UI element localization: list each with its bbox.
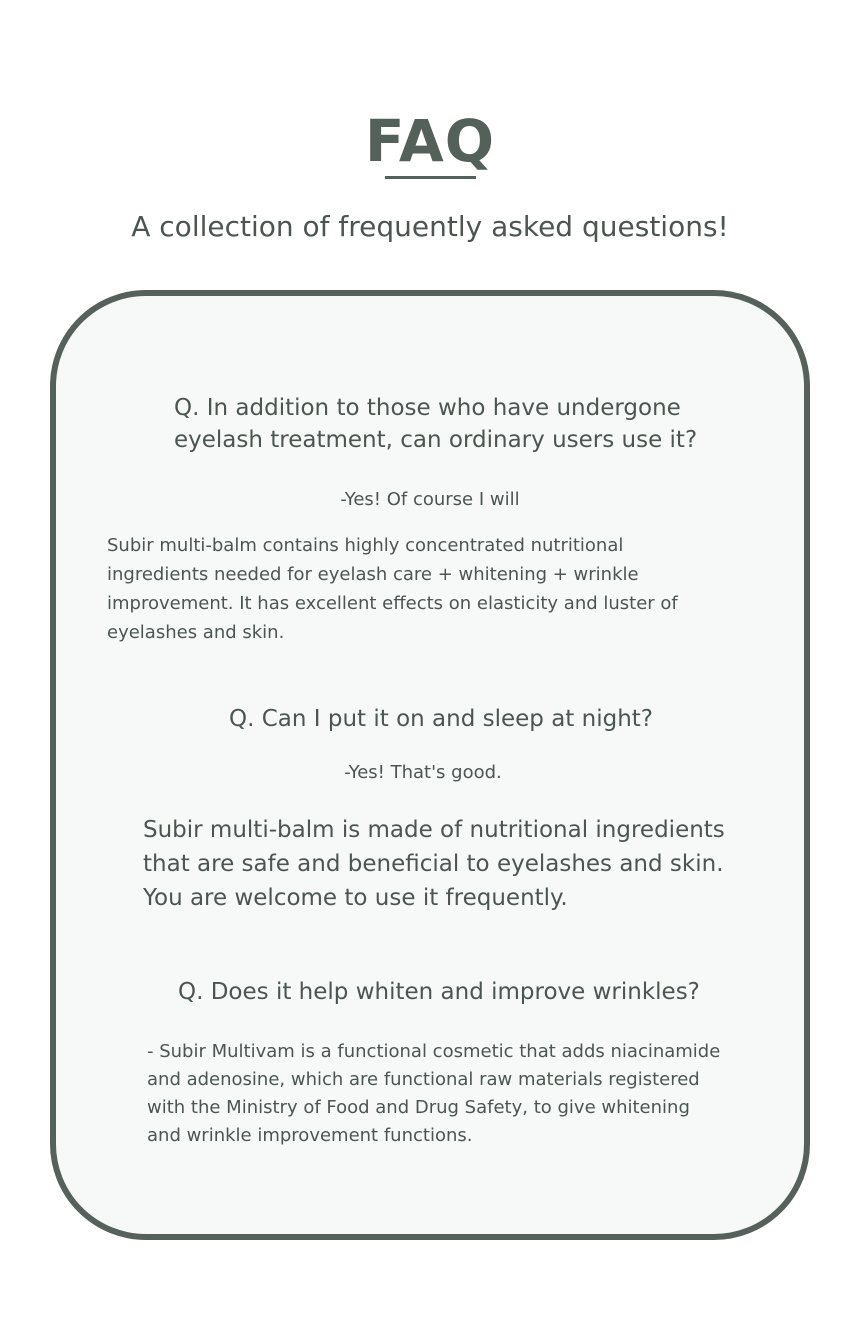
faq-short-answer-2: -Yes! That's good. — [344, 762, 502, 783]
answer-line: and wrinkle improvement functions. — [147, 1125, 473, 1146]
question-line: Q. In addition to those who have undergone — [174, 395, 681, 421]
faq-question-3 — [178, 976, 700, 1008]
question-line: eyelash treatment, can ordinary users use it? — [174, 427, 698, 453]
answer-line: Subir multi-balm is made of nutritional ingredients — [143, 817, 725, 843]
answer-line: that are safe and beneficial to eyelashes and skin. — [143, 851, 724, 877]
question-line: Q. Does it help whiten and improve wrinkles? — [178, 979, 700, 1005]
answer-line: and adenosine, which are functional raw materials registered — [147, 1069, 700, 1090]
question-line: Q. Can I put it on and sleep at night? — [229, 706, 654, 732]
faq-title: FAQ — [364, 107, 496, 175]
faq-answer-2 — [143, 813, 725, 915]
title-underline — [385, 176, 476, 179]
faq-question-1 — [174, 392, 697, 456]
answer-line: improvement. It has excellent effects on elasticity and luster of — [107, 593, 678, 614]
faq-answer-3 — [147, 1038, 720, 1150]
answer-line: with the Ministry of Food and Drug Safety, to give whitening — [147, 1097, 690, 1118]
faq-short-answer-1: -Yes! Of course I will — [340, 489, 520, 510]
faq-question-2 — [229, 703, 653, 735]
page-subtitle: A collection of frequently asked questions! — [131, 210, 729, 243]
answer-line: eyelashes and skin. — [107, 622, 285, 643]
answer-line: Subir multi-balm contains highly concentrated nutritional — [107, 535, 624, 556]
answer-line: You are welcome to use it frequently. — [143, 885, 568, 911]
answer-line: - Subir Multivam is a functional cosmetic that adds niacinamide — [147, 1041, 721, 1062]
answer-line: ingredients needed for eyelash care + whitening + wrinkle — [107, 564, 639, 585]
faq-answer-1 — [107, 531, 678, 647]
